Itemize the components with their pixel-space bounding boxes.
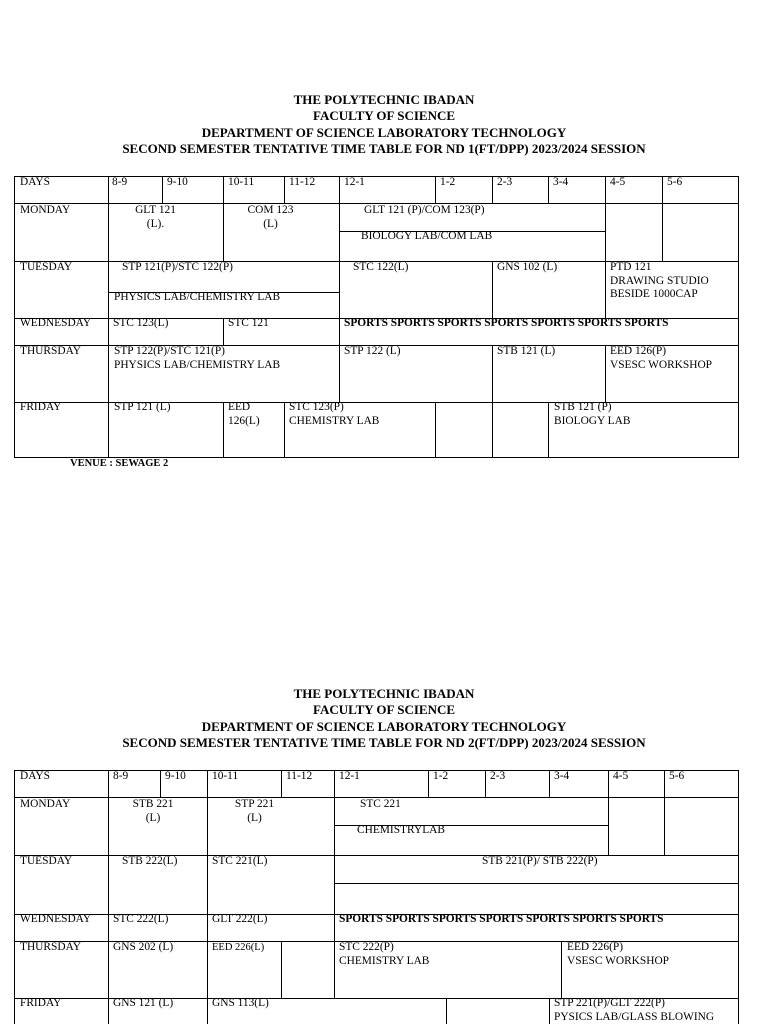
course-type: 126(L) bbox=[228, 414, 260, 427]
day-label-friday: FRIDAY bbox=[20, 401, 62, 413]
col-header-time: 4-5 bbox=[613, 770, 629, 782]
course-type: (L) bbox=[247, 811, 262, 824]
venue-note: VENUE : SEWAGE 2 bbox=[70, 458, 169, 469]
venue-text: CHEMISTRY LAB bbox=[289, 414, 380, 427]
col-header-time: 9-10 bbox=[167, 176, 188, 188]
course-code: STB 221(P)/ STB 222(P) bbox=[482, 855, 598, 867]
course-code: STC 221 bbox=[360, 798, 401, 810]
col-header-time: 5-6 bbox=[669, 770, 685, 782]
day-label-monday: MONDAY bbox=[20, 204, 71, 216]
course-code: STB 222(L) bbox=[122, 855, 178, 867]
col-header-time: 9-10 bbox=[165, 770, 186, 782]
sports-text: SPORTS SPORTS SPORTS SPORTS SPORTS SPORTS SPORTS bbox=[339, 913, 664, 925]
course-code: STP 121(P)/STC 122(P) bbox=[122, 261, 233, 273]
col-header-time: 10-11 bbox=[228, 176, 255, 188]
course-code: GNS 113(L) bbox=[212, 997, 269, 1009]
course-cell bbox=[567, 941, 669, 968]
course-code: STB 221 bbox=[132, 798, 174, 810]
grid-line bbox=[664, 797, 665, 855]
col-header-time: 12-1 bbox=[339, 770, 360, 782]
venue-text: CHEMISTRYLAB bbox=[357, 824, 445, 836]
course-cell bbox=[108, 798, 198, 825]
grid-line bbox=[738, 770, 739, 1024]
grid-line bbox=[334, 770, 335, 797]
venue-text: PHYSICS LAB/CHEMISTRY LAB bbox=[114, 358, 281, 371]
department-name: DEPARTMENT OF SCIENCE LABORATORY TECHNOLOGY bbox=[201, 124, 567, 140]
grid-line bbox=[207, 998, 208, 1024]
course-code: STP 221(P)/GLT 222(P) bbox=[554, 997, 665, 1009]
course-code: STB 121 (L) bbox=[497, 345, 556, 357]
course-code: STC 222(L) bbox=[113, 913, 169, 925]
course-type: (L) bbox=[145, 811, 161, 824]
venue-text: BIOLOGY LAB bbox=[554, 414, 631, 427]
col-header-days: DAYS bbox=[20, 770, 50, 782]
grid-line bbox=[334, 855, 335, 914]
day-label-monday: MONDAY bbox=[20, 798, 71, 810]
grid-line bbox=[428, 770, 429, 797]
venue-text: VSESC WORKSHOP bbox=[567, 954, 670, 967]
col-header-time: 3-4 bbox=[554, 770, 570, 782]
venue-text: DRAWING STUDIO bbox=[610, 274, 709, 287]
col-header-time: 3-4 bbox=[553, 176, 569, 188]
grid-line bbox=[549, 770, 550, 797]
course-code: GLT 121 (P)/COM 123(P) bbox=[364, 204, 485, 216]
course-code: STP 122(P)/STC 121(P) bbox=[114, 345, 225, 357]
course-code: STC 123(L) bbox=[113, 317, 169, 329]
course-code: EED 226(P) bbox=[567, 941, 623, 953]
course-code: STP 221 bbox=[234, 798, 275, 810]
col-header-days: DAYS bbox=[20, 176, 50, 188]
faculty-name: FACULTY OF SCIENCE bbox=[312, 108, 456, 124]
institution-name: THE POLYTECHNIC IBADAN bbox=[293, 686, 475, 701]
col-header-time: 1-2 bbox=[440, 176, 456, 188]
day-label-tuesday: TUESDAY bbox=[20, 261, 73, 273]
day-label-wednesday: WEDNESDAY bbox=[20, 913, 92, 925]
course-code: STP 122 (L) bbox=[344, 345, 401, 357]
course-type: (L). bbox=[146, 217, 165, 230]
grid-line bbox=[446, 998, 447, 1024]
col-header-time: 10-11 bbox=[212, 770, 239, 782]
col-header-time: 2-3 bbox=[497, 176, 513, 188]
course-code: STC 222(P) bbox=[339, 941, 394, 953]
grid-line bbox=[281, 770, 282, 797]
col-header-time: 11-12 bbox=[289, 176, 316, 188]
course-code: GNS 202 (L) bbox=[113, 941, 174, 953]
course-code: STB 121 (P) bbox=[554, 401, 612, 413]
day-label-thursday: THURSDAY bbox=[20, 941, 81, 953]
course-code: EED bbox=[228, 401, 251, 413]
department-name: DEPARTMENT OF SCIENCE LABORATORY TECHNOLOGY bbox=[201, 718, 567, 734]
course-code: EED 226(L) bbox=[212, 942, 265, 953]
col-header-time: 11-12 bbox=[286, 770, 313, 782]
course-code: GLT 121 bbox=[135, 204, 176, 216]
venue-text: VSESC WORKSHOP bbox=[610, 358, 713, 371]
institution-name: THE POLYTECHNIC IBADAN bbox=[293, 92, 475, 107]
grid-line bbox=[608, 797, 609, 855]
course-code: STP 121 (L) bbox=[114, 401, 171, 413]
venue-text: BESIDE 1000CAP bbox=[610, 288, 698, 301]
course-code: EED 126(P) bbox=[610, 345, 666, 357]
grid-line bbox=[207, 914, 208, 941]
col-header-time: 2-3 bbox=[490, 770, 506, 782]
grid-line bbox=[160, 770, 161, 797]
course-code: STC 221(L) bbox=[212, 855, 268, 867]
grid-line bbox=[549, 998, 550, 1024]
grid-line bbox=[207, 855, 208, 914]
timetable-title-nd1: SECOND SEMESTER TENTATIVE TIME TABLE FOR ND 1(FT/DPP) 2023/2024 SESSION bbox=[122, 140, 646, 156]
day-label-wednesday: WEDNESDAY bbox=[20, 317, 92, 329]
course-code: PTD 121 bbox=[610, 261, 652, 273]
course-code: STC 122(L) bbox=[353, 261, 409, 273]
grid-line bbox=[14, 770, 15, 1024]
col-header-time: 12-1 bbox=[344, 176, 365, 188]
course-type: (L) bbox=[263, 217, 278, 230]
col-header-time: 1-2 bbox=[433, 770, 449, 782]
day-label-friday: FRIDAY bbox=[20, 997, 62, 1009]
course-code: STC 121 bbox=[228, 317, 269, 329]
faculty-name: FACULTY OF SCIENCE bbox=[312, 702, 456, 718]
grid-line bbox=[207, 770, 208, 797]
col-header-time: 4-5 bbox=[610, 176, 626, 188]
grid-line bbox=[334, 797, 335, 855]
venue-text: BIOLOGY LAB/COM LAB bbox=[361, 230, 493, 242]
col-header-time: 8-9 bbox=[112, 176, 128, 188]
day-label-tuesday: TUESDAY bbox=[20, 855, 73, 867]
grid-line bbox=[334, 883, 739, 884]
col-header-time: 5-6 bbox=[667, 176, 683, 188]
grid-line bbox=[485, 770, 486, 797]
venue-text: CHEMISTRY LAB bbox=[339, 954, 430, 967]
venue-text: PHYSICS LAB/CHEMISTRY LAB bbox=[114, 291, 281, 303]
course-code: STC 123(P) bbox=[289, 401, 344, 413]
venue-text: PYSICS LAB/GLASS BLOWING bbox=[554, 1010, 715, 1023]
grid-line bbox=[608, 770, 609, 797]
grid-line bbox=[561, 941, 562, 998]
timetable-title-nd2: SECOND SEMESTER TENTATIVE TIME TABLE FOR ND 2(FT/DPP) 2023/2024 SESSION bbox=[122, 734, 646, 750]
course-code: GNS 121 (L) bbox=[113, 997, 174, 1009]
day-label-thursday: THURSDAY bbox=[20, 345, 81, 357]
course-cell bbox=[339, 941, 429, 968]
col-header-time: 8-9 bbox=[113, 770, 129, 782]
sports-text: SPORTS SPORTS SPORTS SPORTS SPORTS SPORTS SPORTS bbox=[344, 317, 669, 329]
course-code: COM 123 bbox=[247, 204, 294, 216]
grid-line bbox=[207, 941, 208, 998]
course-cell bbox=[207, 798, 302, 825]
course-code: GNS 102 (L) bbox=[497, 261, 558, 273]
grid-line bbox=[281, 941, 282, 998]
grid-line bbox=[334, 941, 335, 998]
grid-line bbox=[334, 914, 335, 941]
grid-line bbox=[664, 770, 665, 797]
course-cell bbox=[554, 997, 714, 1024]
course-code: GLT 222(L) bbox=[212, 913, 268, 925]
